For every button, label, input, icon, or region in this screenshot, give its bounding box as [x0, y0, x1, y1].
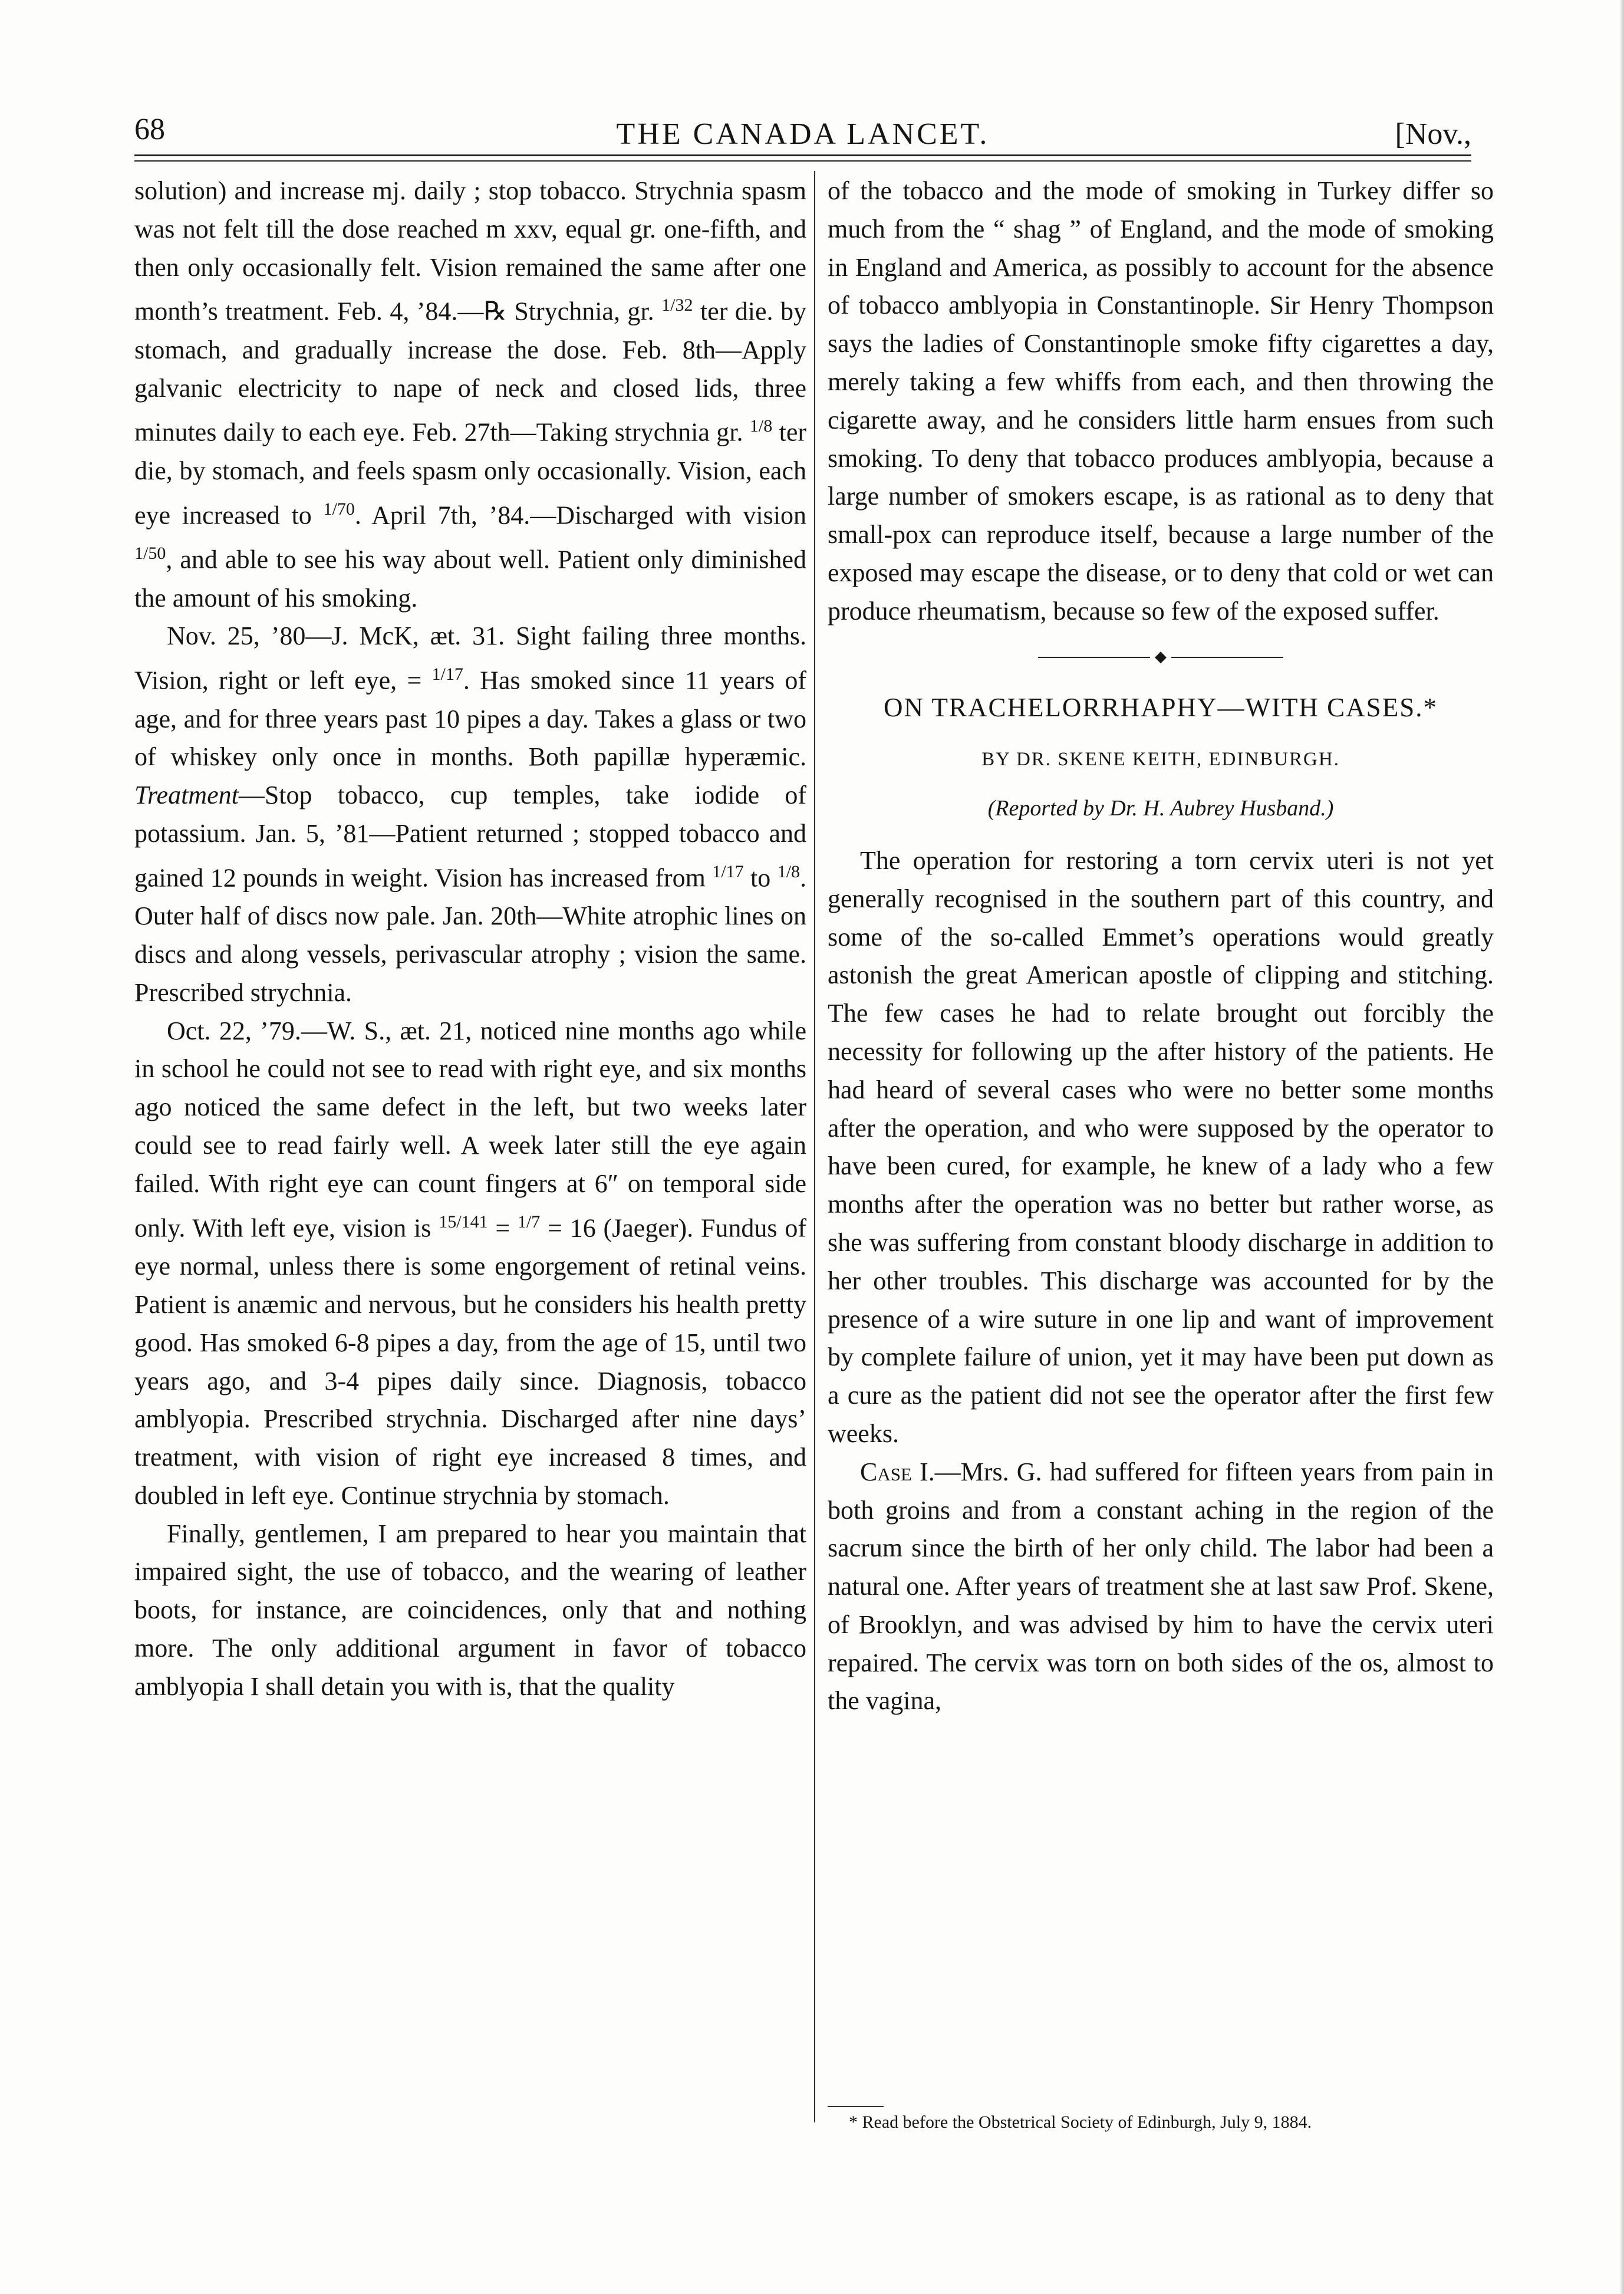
journal-title: THE CANADA LANCET.	[616, 117, 990, 151]
fraction: 1/17	[431, 664, 463, 684]
fraction: 1/7	[517, 1212, 541, 1232]
paragraph	[134, 1012, 806, 1515]
text-run: ter die. by stomach, and gradually increase the dose. Feb. 8th—Apply galvanic electricity to nape of neck and closed lids, three minutes daily to each eye. Feb. 27th—Taking strychnia gr.	[134, 297, 807, 447]
text-run: solution) and increase mj. daily ; stop tobacco. Strychnia spasm was not felt till the dose reached m xxv, equal gr. one-fifth, and then only occasionally felt. Vision remained the same after one month’s treatment. Feb. 4, ’84.—℞ Strychnia, gr.	[134, 176, 806, 327]
fraction: 1/50	[134, 544, 166, 564]
column-divider	[814, 171, 815, 2122]
page-number: 68	[134, 113, 165, 146]
ornament-line	[1171, 657, 1283, 658]
header-rule-thin	[134, 160, 1471, 162]
footnote-rule	[828, 2106, 884, 2107]
text-run: ter die, by stomach, and feels spasm only occasionally. Vision, each eye increased to	[134, 418, 807, 530]
paragraph: of the tobacco and the mode of smoking in Turkey differ so much from the “ shag ” of England, and the mode of smoking in England and America, as possibly to account for the absence of tobacco amblyopia in Constantinople. Sir Henry Thompson says the ladies of Constantinople smoke fifty cigarettes a day, merely taking a few whiffs from each, and then throwing the cigarette away, and he considers little harm ensues from such smoking. To deny that tobacco produces amblyopia, because a large number of smokers escape, is as rational as to deny that small-pox can reproduce itself, because a large number of the exposed may escape the disease, or to deny that cold or wet can produce rheumatism, because so few of the exposed suffer.	[828, 176, 1494, 626]
paragraph: Finally, gentlemen, I am prepared to hear you maintain that impaired sight, the use of tobacco, and the wearing of leather boots, for instance, are coincidences, only that and nothing more. The only additional argument in favor of tobacco amblyopia I shall detain you with is, that the quality	[134, 1519, 806, 1701]
text-run: Nov. 25, ’80—J. McK, æt. 31. Sight failing three months. Vision, right or left eye, =	[134, 621, 806, 695]
byline: BY DR. SKENE KEITH, EDINBURGH.	[981, 749, 1340, 771]
text-run: to	[750, 863, 771, 893]
fraction: 1/17	[712, 861, 744, 881]
text-run: . April 7th, ’84.—Discharged with vision	[354, 501, 807, 530]
text-run: = 16 (Jaeger). Fundus of eye normal, unless there is some engorgement of retinal veins. Patient is anæmic and nervous, but he considers his health pretty good. Has smoked 6-8 pipes a day, from the age of 15, until two years ago, and 3-4 pipes daily since. Diagnosis, tobacco amblyopia. Prescribed strychnia. Discharged after nine days’ treatment, with vision of right eye increased 8 times, and doubled in left eye. Continue strychnia by stomach.	[134, 1213, 807, 1510]
header-rule	[134, 154, 1471, 156]
ornament-diamond: ◆	[1155, 648, 1167, 666]
reported-by: (Reported by Dr. H. Aubrey Husband.)	[987, 796, 1334, 821]
footnote: * Read before the Obstetrical Society of Edinburgh, July 9, 1884.	[849, 2112, 1312, 2132]
text-run: . Has smoked since 11 years of age, and for three years past 10 pipes a day. Takes a glass or two of whiskey only once in months. Both papillæ hyperæmic.	[134, 666, 806, 772]
fraction: 1/70	[323, 499, 355, 519]
text-run: =	[495, 1213, 510, 1243]
paragraph	[828, 1453, 1494, 1721]
paragraph: The operation for restoring a torn cervix uteri is not yet generally recognised in the southern part of this country, and some of the so-called Emmet’s operations would greatly astonish the great American apostle of clipping and stitching. The few cases he had to relate brought out forcibly the necessity for following up the after history of the patients. He had heard of several cases who were no better some months after the operation, and who were supposed by the operator to have been cured, for example, he knew of a lady who a few months after the operation was no better but rather worse, as she was suffering from constant bloody discharge in addition to her other troubles. This discharge was accounted for by the presence of a wire suture in one lip and want of improvement by complete failure of union, yet it may have been put down as a cure as the patient did not see the operator after the first few weeks.	[828, 845, 1494, 1448]
page-header	[134, 112, 1471, 153]
fraction: 15/141	[439, 1212, 488, 1232]
paragraph	[134, 617, 806, 1012]
paragraph	[134, 172, 806, 617]
text-run: . Outer half of discs now pale. Jan. 20th—White atrophic lines on discs and along vessels, perivascular atrophy ; vision the same. Prescribed strychnia.	[134, 863, 807, 1007]
article-title: ON TRACHELORRHAPHY—WITH CASES.*	[884, 692, 1438, 722]
fraction: 1/8	[749, 416, 773, 436]
text-run: Oct. 22, ’79.—W. S., æt. 21, noticed nine months ago while in school he could not see to read with right eye, and six months ago noticed the same defect in the left, but two weeks later could see to read fairly well. A week later still the eye again failed. With right eye can count fingers at 6″ on temporal side only. With left eye, vision is	[134, 1016, 806, 1243]
scan-edge	[1619, 0, 1624, 2294]
text-run: —Mrs. G. had suffered for fifteen years from pain in both groins and from a constant aching in the region of the sacrum since the birth of her only child. The labor had been a natural one. After years of treatment she at last saw Prof. Skene, of Brooklyn, and was advised by him to have the cervix uteri repaired. The cervix was torn on both sides of the os, almost to the vagina,	[828, 1457, 1494, 1716]
fraction: 1/8	[777, 861, 801, 881]
ornament-line	[1038, 657, 1150, 658]
left-column	[134, 172, 806, 1706]
treatment-label: Treatment	[134, 781, 239, 810]
case-label: Case I.	[860, 1457, 935, 1486]
right-column	[828, 172, 1494, 1720]
text-run: —Stop tobacco, cup temples, take iodide of potassium. Jan. 5, ’81—Patient returned ; stopped tobacco and gained 12 pounds in weight. Vision has increased from	[134, 781, 806, 893]
issue-month: [Nov.,	[1395, 117, 1471, 151]
fraction: 1/32	[661, 295, 693, 315]
section-ornament	[828, 637, 1494, 678]
text-run: , and able to see his way about well. Patient only diminished the amount of his smoking.	[134, 545, 806, 613]
